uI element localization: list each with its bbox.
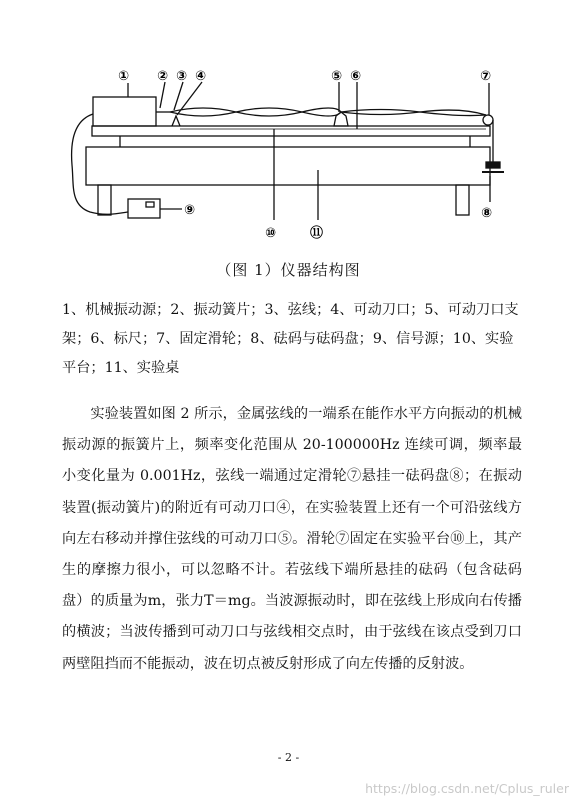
- table-leg-left: [98, 185, 111, 215]
- label-5: ⑤: [331, 69, 343, 84]
- label-6: ⑥: [350, 69, 362, 84]
- signal-source: [128, 199, 160, 218]
- vibration-source: [93, 97, 156, 126]
- label-8: ⑧: [481, 206, 493, 221]
- weights: [486, 162, 500, 168]
- label-11: ⑪: [310, 226, 324, 241]
- movable-knife-edge: [172, 116, 180, 126]
- experiment-table: [86, 147, 490, 185]
- cable: [72, 114, 128, 214]
- page-number: - 2 -: [277, 751, 300, 764]
- label-4: ④: [195, 69, 207, 84]
- table-leg-right: [456, 185, 469, 215]
- body-paragraph: 实验装置如图 2 所示，金属弦线的一端系在能作水平方向振动的机械振动源的振簧片上，频率变化范围从 20-100000Hz 连续可调，频率最小变化量为 0.001Hz，弦线一端通过定滑轮⑦悬挂一砝码盘⑧；在振动装置(振动簧片)的附近有可动刀口④，在实验装置上还有一个可沿弦线方向左右移动并撑住弦线的可动刀口⑤。滑轮⑦固定在实验平台⑩上，其产生的摩擦力很小，可以忽略不计。若弦线下端所悬挂的砝码（包含砝码盘）的质量为m，张力T＝mg。当波源振动时，即在弦线上形成向右传播的横波；当波传播到可动刀口与弦线相交点时，由于弦线在该点受到刀口两壁阻挡而不能振动，波在切点被反射形成了向左传播的反射波。: [62, 406, 522, 672]
- label-7: ⑦: [480, 69, 492, 84]
- figure-caption: （图 1）仪器结构图: [216, 261, 361, 279]
- label-9: ⑨: [184, 203, 196, 218]
- label-2: ②: [157, 69, 169, 84]
- label-1: ①: [118, 69, 130, 84]
- component-legend: 1、机械振动源；2、振动簧片；3、弦线；4、可动刀口；5、可动刀口支架；6、标尺；7、固定滑轮；8、砝码与砝码盘；9、信号源；10、实验平台；11、实验桌: [62, 302, 519, 376]
- label-10: ⑩: [265, 226, 277, 241]
- apparatus-diagram: [0, 0, 577, 250]
- experiment-platform: [92, 126, 490, 136]
- fixed-pulley: [483, 115, 493, 125]
- watermark: https://blog.csdn.net/Cplus_ruler: [365, 781, 569, 796]
- label-3: ③: [176, 69, 188, 84]
- movable-knife-support: [334, 112, 348, 126]
